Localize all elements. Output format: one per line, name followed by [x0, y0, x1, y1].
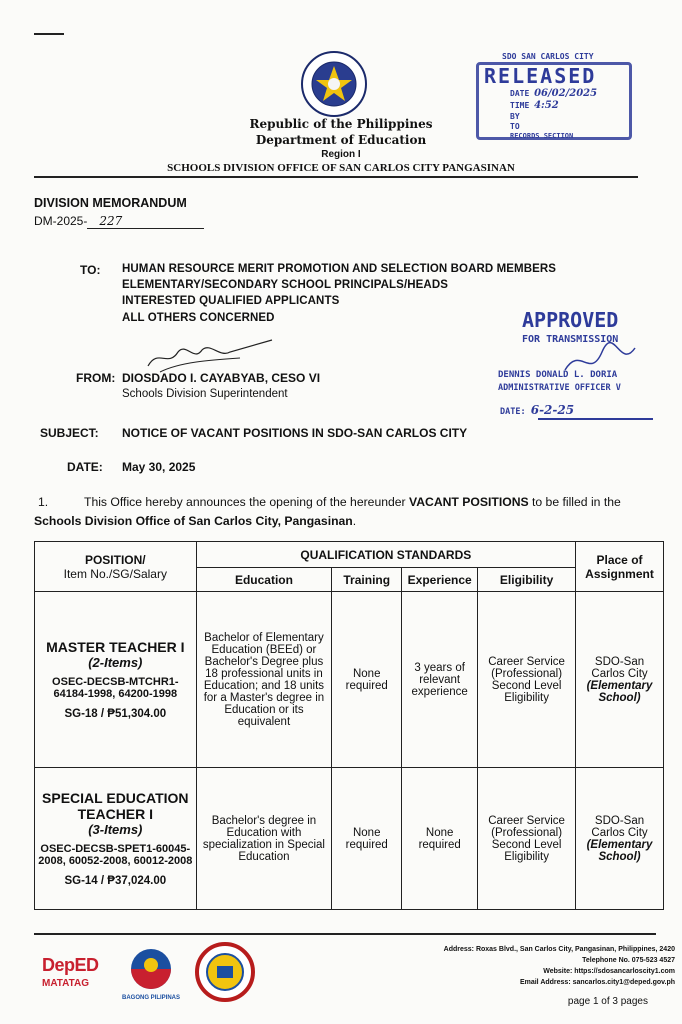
vacant-positions-table: [34, 541, 664, 910]
header-experience: Experience: [402, 568, 478, 592]
bagong-pilipinas-logo-icon: [122, 947, 180, 993]
to-label: TO:: [80, 263, 101, 277]
corner-mark: [34, 33, 64, 35]
to-line-1: HUMAN RESOURCE MERIT PROMOTION AND SELECTION BOARD MEMBERS: [122, 263, 557, 275]
from-title: Schools Division Superintendent: [122, 388, 288, 400]
approved-stamp: APPROVED FOR TRANSMISSION DENNIS DONALD L. DORIA ADMINISTRATIVE OFFICER V DATE: 6-2-25: [478, 308, 668, 428]
from-label: FROM:: [76, 371, 116, 385]
to-line-3: INTERESTED QUALIFIED APPLICANTS: [122, 295, 340, 307]
footer-contact: [380, 944, 675, 988]
place-cell: SDO-San Carlos City (Elementary School): [576, 592, 664, 768]
education-cell: Bachelor's degree in Education with specialization in Special Education: [196, 768, 332, 910]
footer-rule: [34, 933, 656, 935]
header-eligibility: Eligibility: [478, 568, 576, 592]
to-line-4: ALL OTHERS CONCERNED: [122, 312, 275, 324]
memo-type: DIVISION MEMORANDUM: [34, 196, 187, 210]
header-qualification: QUALIFICATION STANDARDS: [196, 542, 575, 568]
training-cell: None required: [332, 592, 402, 768]
region-line: Region I: [321, 149, 361, 160]
subject-label: SUBJECT:: [40, 426, 99, 440]
released-stamp: SDO SAN CARLOS CITY RELEASED DATE 06/02/2025 TIME 4:52 BY TO RECORDS SECTION: [470, 52, 640, 144]
deped-seal-icon: [300, 50, 368, 118]
division-seal-icon: [195, 942, 255, 1002]
memo-number: DM-2025- 227: [34, 214, 204, 229]
header-rule: [34, 176, 638, 178]
department-line: Department of Education: [255, 133, 427, 147]
table-row: [35, 592, 664, 768]
experience-cell: 3 years of relevant experience: [402, 592, 478, 768]
training-cell: None required: [332, 768, 402, 910]
page-number: page 1 of 3 pages: [567, 996, 648, 1007]
body-paragraph: 1. This Office hereby announces the opening of the hereunder VACANT POSITIONS to be filled in the Schools Division Office of San Carlos City, Pangasinan.: [34, 495, 621, 528]
bagong-pilipinas-text: BAGONG PILIPINAS: [121, 995, 180, 1001]
table-row: [35, 768, 664, 910]
republic-line: Republic of the Philippines: [249, 117, 433, 131]
header-education: Education: [196, 568, 332, 592]
education-cell: Bachelor of Elementary Education (BEEd) or Bachelor's Degree plus 18 professional units in Education; and 18 units for a Master's degree in Education or its equivalent: [196, 592, 332, 768]
to-line-2: ELEMENTARY/SECONDARY SCHOOL PRINCIPALS/HEADS: [122, 279, 449, 291]
header-training: Training: [332, 568, 402, 592]
experience-cell: None required: [402, 768, 478, 910]
eligibility-cell: Career Service (Professional) Second Level Eligibility: [478, 592, 576, 768]
footer-website: Website: https://sdosancarloscity1.com: [543, 968, 675, 975]
header-position: POSITION/ Item No./SG/Salary: [35, 542, 197, 592]
approver-signature-icon: [560, 340, 640, 380]
footer-telephone: Telephone No. 075-523 4527: [582, 957, 675, 964]
subject-text: NOTICE OF VACANT POSITIONS IN SDO-SAN CARLOS CITY: [122, 426, 468, 440]
header-place: Place of Assignment: [576, 542, 664, 592]
position-cell: MASTER TEACHER I (2-Items) OSEC-DECSB-MTCHR1-64184-1998, 64200-1998 SG-18 / ₱51,304.00: [35, 592, 197, 768]
from-name: DIOSDADO I. CAYABYAB, CESO VI: [122, 371, 321, 385]
deped-matatag-logo: DepED MATATAG: [42, 955, 99, 989]
eligibility-cell: Career Service (Professional) Second Level Eligibility: [478, 768, 576, 910]
place-cell: SDO-San Carlos City (Elementary School): [576, 768, 664, 910]
footer-address: Address: Roxas Blvd., San Carlos City, Pangasinan, Philippines, 2420: [443, 946, 675, 953]
date-label: DATE:: [67, 460, 103, 474]
superintendent-signature-icon: [140, 338, 280, 378]
footer-email: Email Address: sancarlos.city1@deped.gov.ph: [519, 979, 675, 986]
position-cell: SPECIAL EDUCATION TEACHER I (3-Items) OSEC-DECSB-SPET1-60045-2008, 60052-2008, 60012-2008 SG-14 / ₱37,024.00: [35, 768, 197, 910]
office-line: SCHOOLS DIVISION OFFICE OF SAN CARLOS CITY PANGASINAN: [167, 162, 515, 174]
date-text: May 30, 2025: [122, 460, 196, 474]
